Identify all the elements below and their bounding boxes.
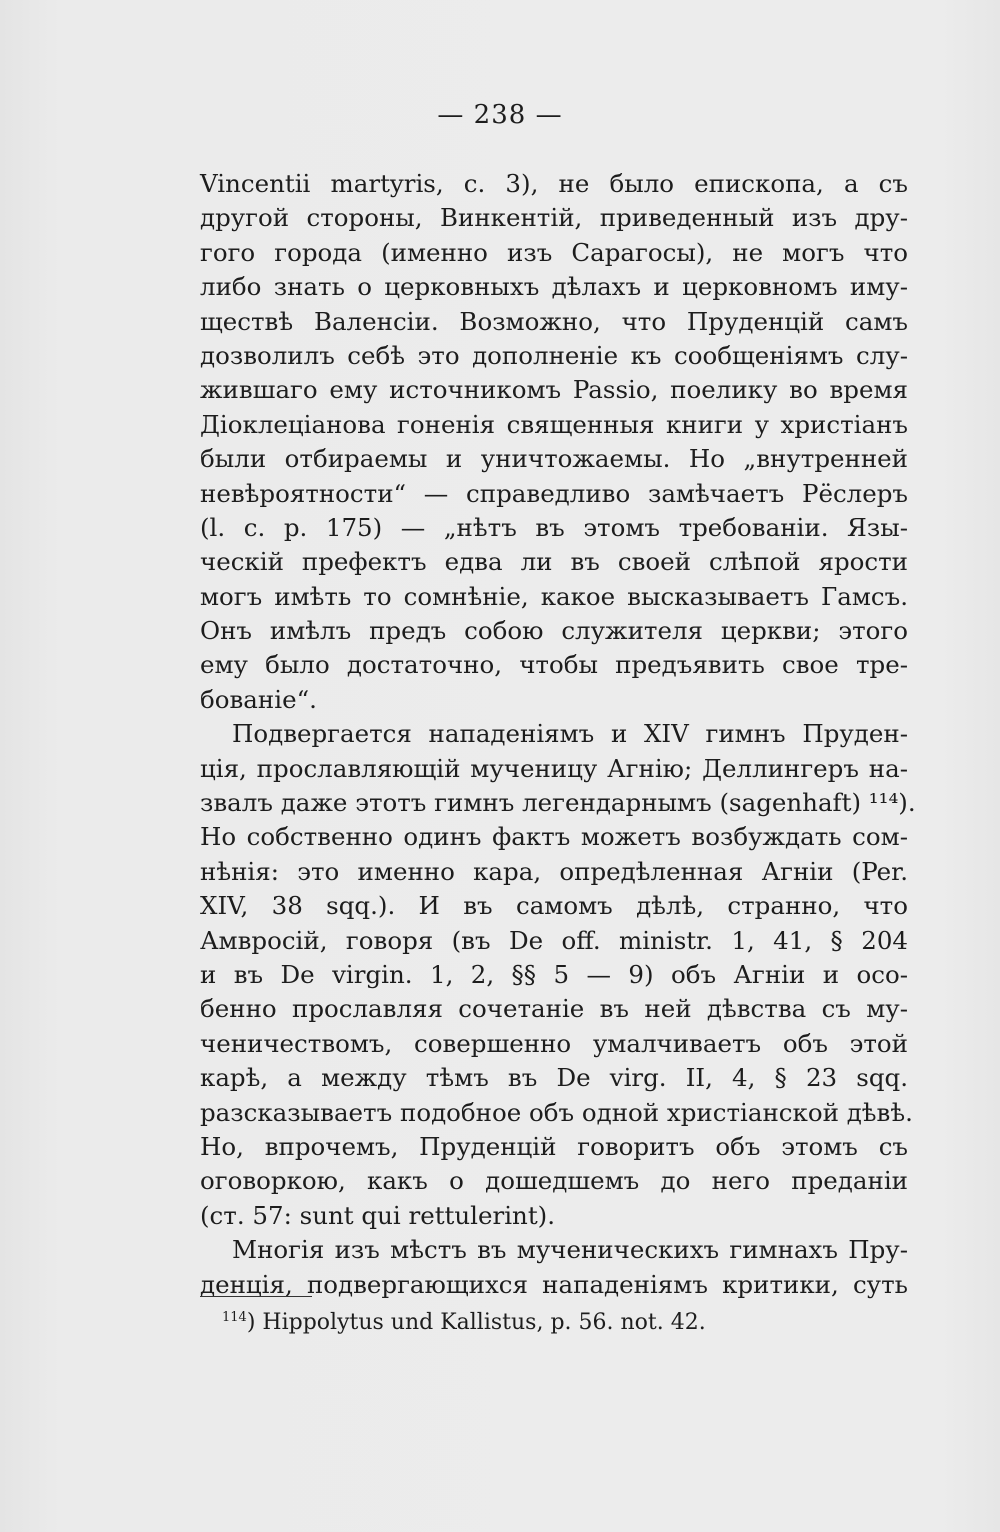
- text-line: Но собственно одинъ фактъ можетъ возбуждать сом-: [200, 822, 908, 852]
- text-line: Онъ имѣлъ предъ собою служителя церкви; этого: [200, 616, 908, 646]
- text-line: невѣроятности“ — справедливо замѣчаетъ Рёслеръ: [200, 478, 908, 508]
- text-line: Vincentii martyris, c. 3), не было епископа, а съ: [200, 169, 908, 198]
- text-line: дозволилъ себѣ это дополненіе къ сообщеніямъ слу-: [200, 340, 908, 370]
- page-number: — 238 —: [437, 100, 563, 130]
- text-line: (ст. 57: sunt qui rettulerint).: [200, 1200, 556, 1230]
- text-line: (l. c. p. 175) — „нѣтъ въ этомъ требованіи. Язы-: [200, 512, 908, 542]
- text-line: карѣ, а между тѣмъ въ De virg. II, 4, § 23 sqq.: [200, 1063, 908, 1093]
- text-line: ществѣ Валенсіи. Возможно, что Пруденцій самъ: [200, 306, 908, 336]
- text-line: жившаго ему источникомъ Passio, поелику во время: [200, 375, 908, 405]
- text-line: разсказываетъ подобное объ одной христіанской дѣвѣ.: [200, 1097, 913, 1127]
- text-line: могъ имѣть то сомнѣніе, какое высказываетъ Гамсъ.: [200, 581, 908, 611]
- text-line: гого города (именно изъ Сарагосы), не могъ что: [200, 237, 908, 267]
- text-line: бенно прославляя сочетаніе въ ней дѣвства съ му-: [200, 994, 908, 1024]
- text-line: ему было достаточно, чтобы предъявить свое тре-: [200, 650, 908, 680]
- paragraph-2: [200, 717, 916, 1233]
- paragraph-3: [200, 1233, 908, 1302]
- text-line: бованіе“.: [200, 684, 317, 714]
- text-line: нѣнія: это именно кара, опредѣленная Агніи (Per.: [200, 856, 908, 886]
- text-line: Подвергается нападеніямъ и XIV гимнъ Пруден-: [232, 719, 908, 749]
- footnote: [222, 1303, 706, 1338]
- text-line: либо знать о церковныхъ дѣлахъ и церковномъ иму-: [200, 272, 908, 302]
- text-line: XIV, 38 sqq.). И въ самомъ дѣлѣ, странно, что: [200, 891, 908, 921]
- text-line: и въ De virgin. 1, 2, §§ 5 — 9) объ Агніи и осо-: [200, 959, 908, 989]
- footnote-text: ) Hippolytus und Kallistus, p. 56. not. 42.: [246, 1310, 706, 1335]
- text-line: ція, прославляющій мученицу Агнію; Деллингеръ на-: [200, 753, 908, 783]
- text-line: ческій префектъ едва ли въ своей слѣпой ярости: [200, 547, 908, 577]
- paragraph-1: [200, 167, 908, 717]
- footnote-divider: [200, 1296, 312, 1297]
- text-line: были отбираемы и уничтожаемы. Но „внутренней: [200, 444, 908, 474]
- body-text: [200, 167, 916, 1302]
- text-line: Но, впрочемъ, Пруденцій говоритъ объ этомъ съ: [200, 1131, 908, 1161]
- text-line: оговоркою, какъ о дошедшемъ до него преданіи: [200, 1166, 908, 1196]
- text-line: ченичествомъ, совершенно умалчиваетъ объ этой: [200, 1028, 908, 1058]
- text-line: Амвросій, говоря (въ De off. ministr. 1, 41, § 204: [200, 925, 908, 955]
- text-line: другой стороны, Винкентій, приведенный изъ дру-: [200, 203, 908, 233]
- footnote-marker: 114: [222, 1310, 247, 1325]
- text-line: Многія изъ мѣстъ въ мученическихъ гимнахъ Пру-: [232, 1235, 908, 1265]
- text-line: звалъ даже этотъ гимнъ легендарнымъ (sagenhaft) ¹¹⁴).: [200, 788, 916, 818]
- text-line: Діоклеціанова гоненія священныя книги у христіанъ: [200, 409, 908, 439]
- text-line: денція, подвергающихся нападеніямъ критики, суть: [200, 1269, 908, 1299]
